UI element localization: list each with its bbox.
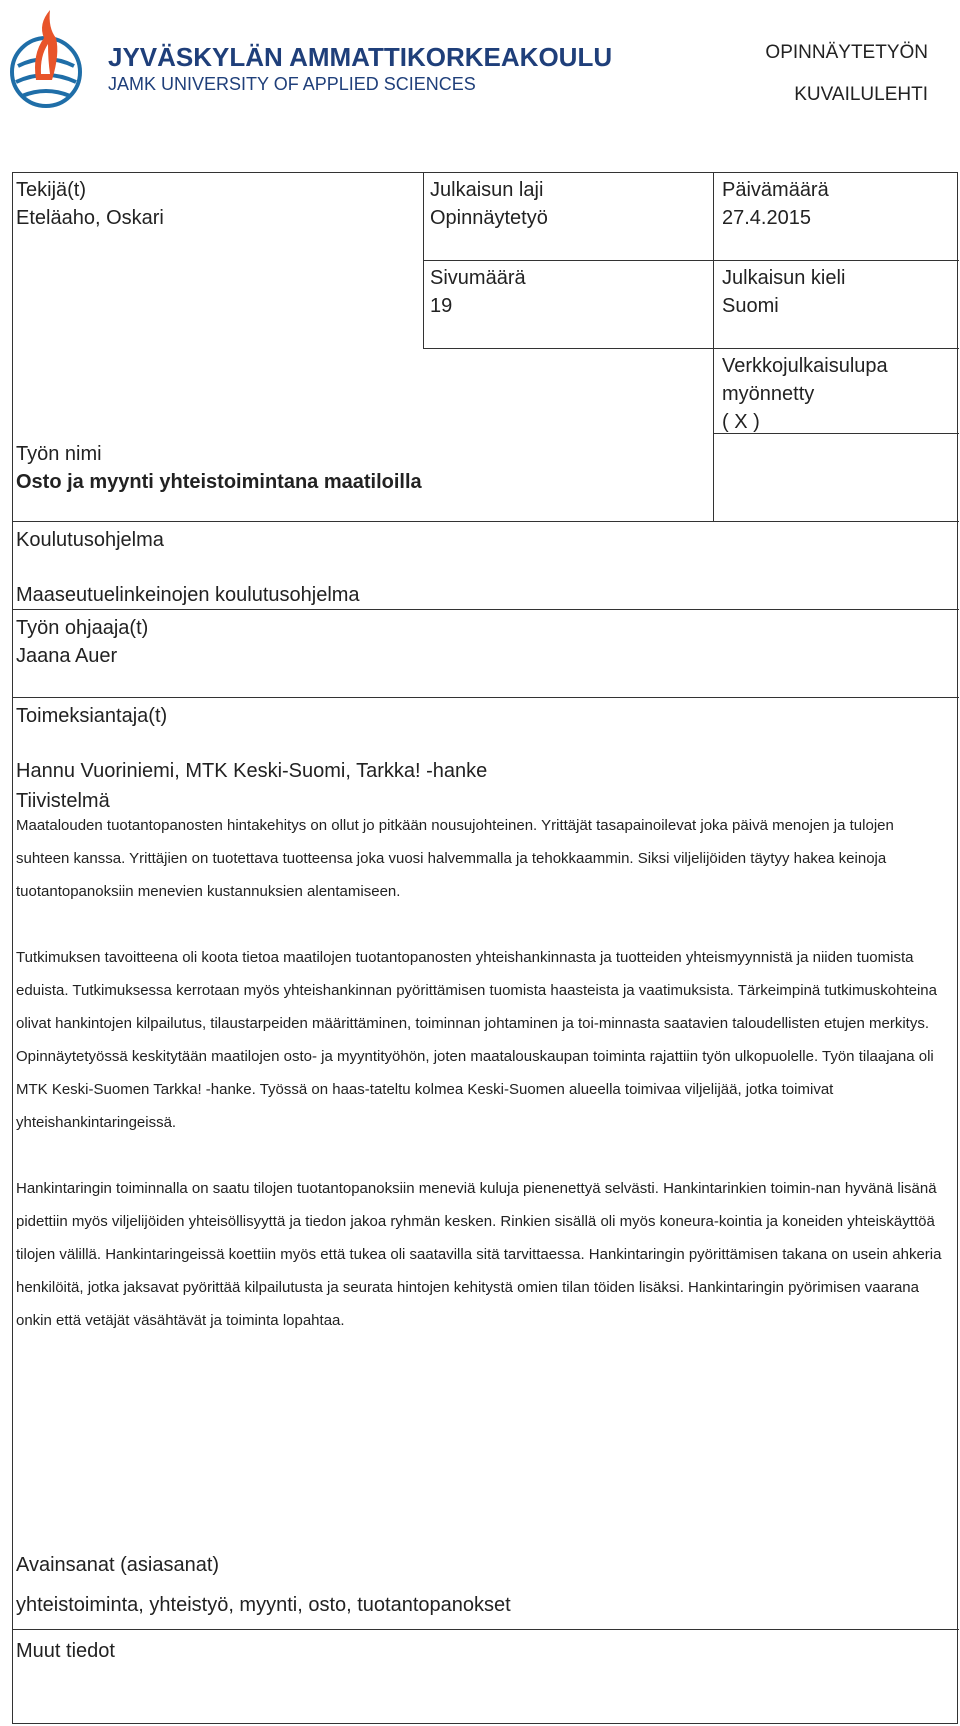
- programme-value: Maaseutuelinkeinojen koulutusohjelma: [16, 584, 360, 606]
- programme-label: Koulutusohjelma: [16, 529, 164, 551]
- date-value: 27.4.2015: [722, 207, 811, 229]
- abstract-paragraph: Tutkimuksen tavoitteena oli koota tietoa maatilojen tuotantopanosten yhteishankinnasta ja tuotteiden yhteismyynnistä ja niiden tuomista eduista. Tutkimuksessa kerrotaan myös yhteishankinnan pyörittämisen tuomista haasteista ja vaatimuksista. Tärkeimpinä tutkimuskohteina olivat hankintojen kilpailutus, tilaustarpeiden määrittäminen, toiminnan johtaminen ja toi-minnasta saatavien taloudellisten etujen merkitys. Opinnäytetyössä keskitytään maatilojen osto- ja myyntityöhön, joten maatalouskaupan toiminta rajattiin työn ulkopuolelle. Työn tilaajana oli MTK Keski-Suomen Tarkka! -hanke. Työssä on haas-tateltu kolmea Keski-Suomen alueella toimivaa viljelijää, jotka toimivat yhteishankintaringeissä.: [16, 949, 937, 1131]
- description-form: [12, 172, 958, 1724]
- doc-subtype: KUVAILULEHTI: [794, 84, 928, 105]
- divider: [713, 173, 714, 521]
- author-value: Eteläaho, Oskari: [16, 207, 164, 229]
- pages-label: Sivumäärä: [430, 267, 526, 289]
- language-value: Suomi: [722, 295, 779, 317]
- divider: [13, 521, 959, 522]
- thesis-title: Osto ja myynti yhteistoimintana maatiloilla: [16, 471, 422, 493]
- pages-value: 19: [430, 295, 453, 317]
- divider: [13, 609, 959, 610]
- jamk-logo: [8, 4, 613, 114]
- date-label: Päivämäärä: [722, 179, 829, 201]
- web-permission-label-1: Verkkojulkaisulupa: [722, 355, 888, 377]
- keywords-value: yhteistoiminta, yhteistyö, myynti, osto, tuotantopanokset: [16, 1594, 511, 1616]
- abstract-label: Tiivistelmä: [16, 790, 110, 812]
- abstract-paragraph: Maatalouden tuotantopanosten hintakehitys on ollut jo pitkään nousujohteinen. Yrittäjät tasapainoilevat joka päivä menojen ja tulojen suhteen kanssa. Yrittäjien on tuotettava tuotteensa joka vuosi halvemmalla ja tehokkaammin. Siksi viljelijöiden täytyy hakea keinoja tuotantopanoksiin menevien kustannuksien alentamiseen.: [16, 817, 894, 900]
- abstract-body: [16, 809, 946, 1337]
- other-info-label: Muut tiedot: [16, 1640, 115, 1662]
- commissioner-value: Hannu Vuoriniemi, MTK Keski-Suomi, Tarkka! -hanke: [16, 760, 488, 782]
- web-permission-label-2: myönnetty: [722, 383, 815, 405]
- divider: [13, 697, 959, 698]
- logo-text-line2: JAMK UNIVERSITY OF APPLIED SCIENCES: [108, 74, 476, 94]
- pub-type-value: Opinnäytetyö: [430, 207, 548, 229]
- author-label: Tekijä(t): [16, 179, 87, 201]
- language-label: Julkaisun kieli: [722, 267, 846, 289]
- abstract-paragraph: Hankintaringin toiminnalla on saatu tilojen tuotantopanoksiin meneviä kuluja pienenettyä selvästi. Hankintarinkien toimin-nan hyvänä lisänä pidettiin myös viljelijöiden yhteisöllisyyttä ja tiedon jakoa ryhmän kesken. Rinkien sisällä oli myös koneura-kointia ja koneiden yhteiskäyttöä tilojen välillä. Hankintaringeissä koettiin myös että tukea oli saatavilla sitä tarvittaessa. Hankintaringin pyörittämisen takana on usein ahkeria henkilöitä, jotka jaksavat pyörittää kilpailutusta ja seurata hintojen kehitystä omien tilan töiden lisäksi. Hankintaringin pyörimisen vaarana onkin että vetäjät väsähtävät ja toiminta lopahtaa.: [16, 1180, 942, 1329]
- commissioner-label: Toimeksiantaja(t): [16, 705, 168, 727]
- logo-text-line1: JYVÄSKYLÄN AMMATTIKORKEAKOULU: [108, 42, 613, 72]
- title-label: Työn nimi: [16, 443, 102, 465]
- logo-emblem: [12, 10, 80, 106]
- supervisor-label: Työn ohjaaja(t): [16, 617, 149, 639]
- divider: [423, 348, 959, 349]
- divider: [423, 260, 959, 261]
- supervisor-value: Jaana Auer: [16, 645, 118, 667]
- doc-type: OPINNÄYTETYÖN: [765, 42, 928, 63]
- pub-type-label: Julkaisun laji: [430, 179, 544, 201]
- web-permission-value: ( X ): [722, 411, 760, 433]
- divider: [13, 1629, 959, 1630]
- keywords-label: Avainsanat (asiasanat): [16, 1554, 220, 1576]
